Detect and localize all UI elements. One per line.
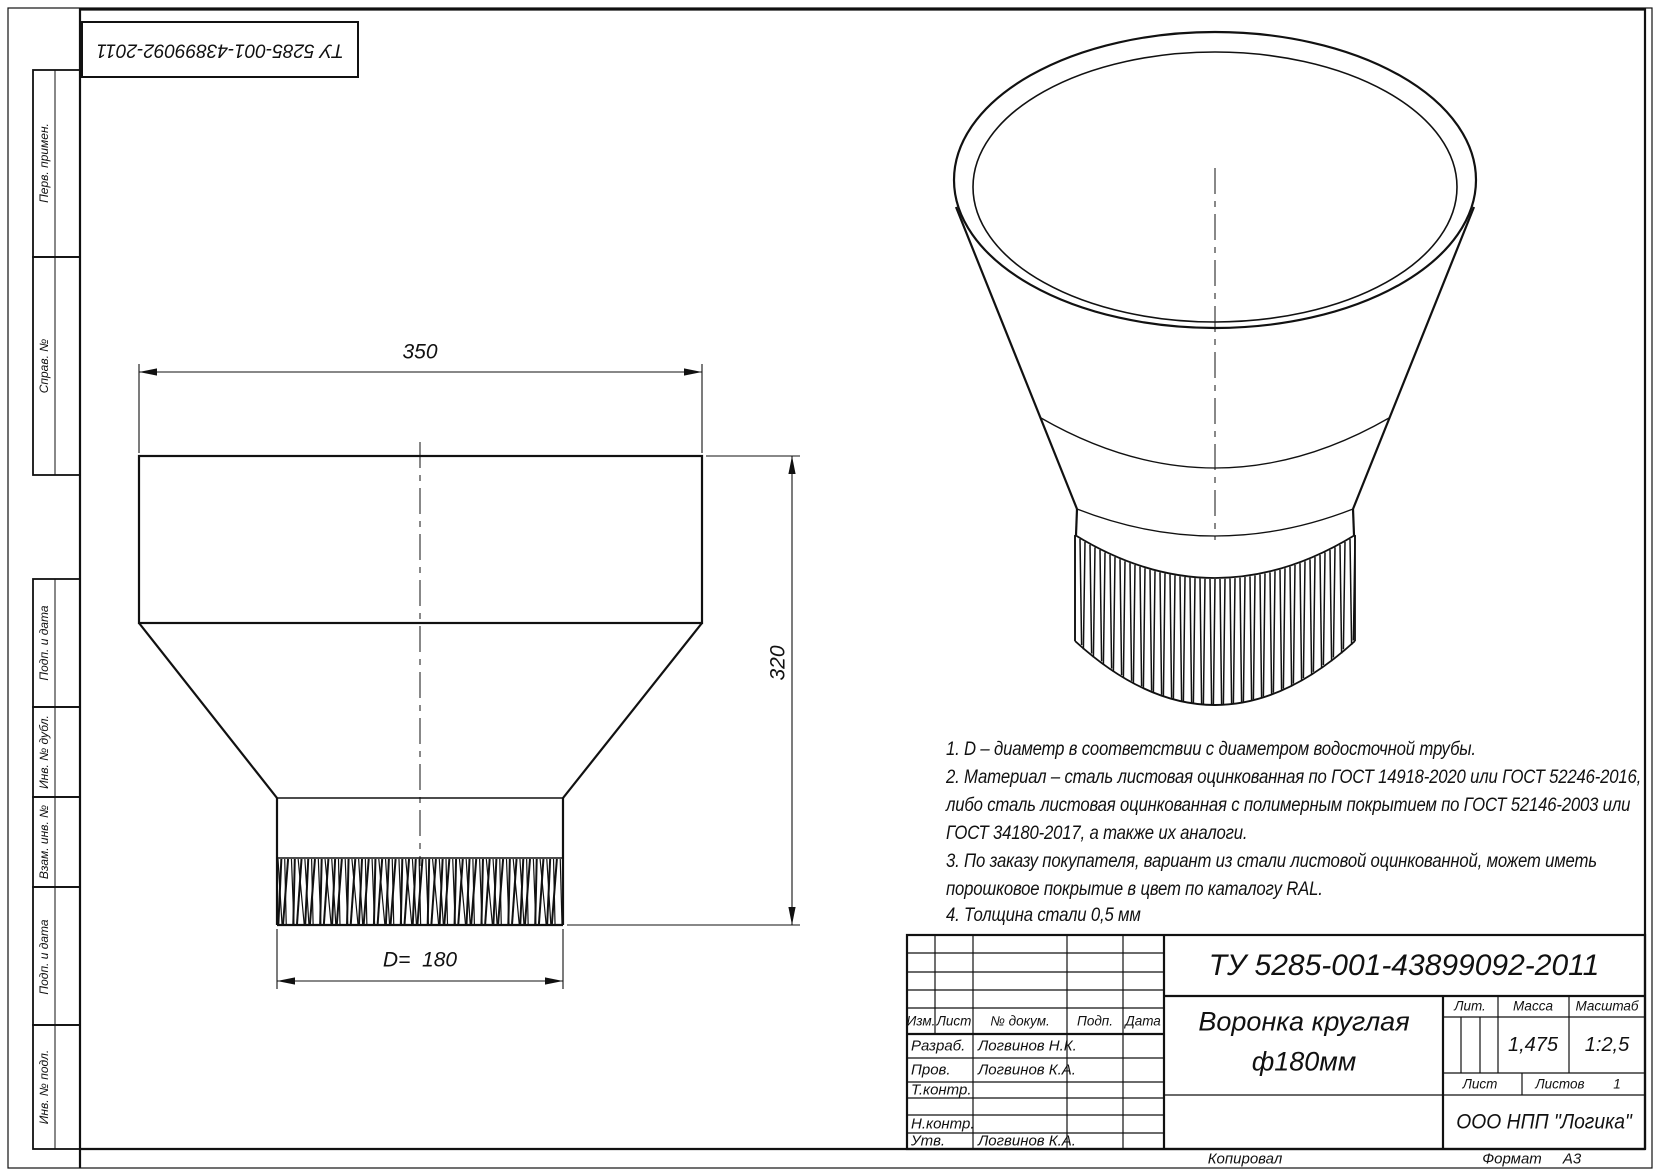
footer-format-value: А3: [1562, 1150, 1582, 1168]
tb-name-prov: Логвинов К.А.: [978, 1061, 1076, 1079]
tb-doc-number: ТУ 5285-001-43899092-2011: [1208, 949, 1600, 982]
tb-mass-label: Масса: [1513, 998, 1553, 1014]
sidebar-label-inv-podl: Инв. № подл.: [37, 1049, 51, 1125]
dim-label-d180: D= 180: [382, 948, 458, 972]
iso-corrugation-pleats: [1075, 536, 1355, 705]
sidebar-label-podp-data-2: Подп. и дата: [37, 919, 51, 995]
dim-label-350: 350: [402, 340, 438, 364]
tb-part-name-line2: ф180мм: [1251, 1046, 1357, 1077]
tb-sheets-value: 1: [1613, 1076, 1621, 1092]
sidebar-label-inv-dubl: Инв. № дубл.: [37, 715, 51, 789]
tb-mass-value: 1,475: [1507, 1034, 1559, 1056]
tb-header-doc: № докум.: [990, 1013, 1050, 1029]
dimension-350: [139, 364, 702, 453]
sidebar-label-sprav-no: Справ. №: [37, 338, 51, 394]
tb-header-podp: Подп.: [1077, 1013, 1113, 1029]
paper-border: [8, 8, 1652, 1168]
top-stamp-doc-number: ТУ 5285-001-43899092-2011: [96, 39, 344, 61]
tb-role-tkontr: Т.контр.: [911, 1081, 972, 1099]
sidebar-label-perv-primen: Перв. примен.: [37, 123, 51, 203]
footer-copied: Копировал: [1207, 1150, 1283, 1168]
tb-role-razrab: Разраб.: [911, 1037, 966, 1055]
note-line-7: 4. Толщина стали 0,5 мм: [946, 905, 1141, 926]
tb-scale-label: Масштаб: [1575, 998, 1639, 1014]
front-view-corrugation-hatch: [278, 859, 562, 924]
tb-header-izm: Изм.: [906, 1013, 936, 1029]
front-view: [139, 442, 702, 925]
tb-role-utv: Утв.: [911, 1132, 946, 1150]
tb-name-razrab: Логвинов Н.К.: [978, 1037, 1077, 1055]
note-line-6: порошковое покрытие в цвет по каталогу RAL.: [946, 879, 1323, 900]
tb-role-nkontr: Н.контр.: [911, 1115, 975, 1133]
dimension-320: [567, 456, 800, 925]
tb-role-prov: Пров.: [911, 1061, 951, 1079]
tb-name-utv: Логвинов К.А.: [978, 1132, 1076, 1150]
tb-part-name-line1: Воронка круглая: [1198, 1006, 1410, 1037]
dim-label-320: 320: [766, 645, 790, 681]
tb-lit-label: Лит.: [1454, 998, 1486, 1014]
tb-scale-value: 1:2,5: [1584, 1034, 1630, 1056]
tb-header-list: Лист: [936, 1013, 972, 1029]
note-line-3: либо сталь листовая оцинкованная с полимерным покрытием по ГОСТ 52146-2003 или: [946, 795, 1631, 816]
note-line-4: ГОСТ 34180-2017, а также их аналоги.: [946, 823, 1248, 844]
sidebar-label-vzam-inv: Взам. инв. №: [37, 804, 51, 880]
tb-header-data: Дата: [1125, 1013, 1161, 1029]
note-line-5: 3. По заказу покупателя, вариант из стали листовой оцинкованной, может иметь: [946, 851, 1597, 872]
note-line-1: 1. D – диаметр в соответствии с диаметром водосточной трубы.: [946, 739, 1476, 760]
tb-company: ООО НПП "Логика": [1456, 1110, 1632, 1134]
tb-sheet-label: Лист: [1462, 1076, 1498, 1092]
sidebar-label-podp-data-1: Подп. и дата: [37, 605, 51, 681]
tb-sheets-label: Листов: [1535, 1076, 1585, 1092]
footer-format-label: Формат: [1482, 1150, 1542, 1168]
note-line-2: 2. Материал – сталь листовая оцинкованная по ГОСТ 14918-2020 или ГОСТ 52246-2016,: [946, 767, 1642, 788]
